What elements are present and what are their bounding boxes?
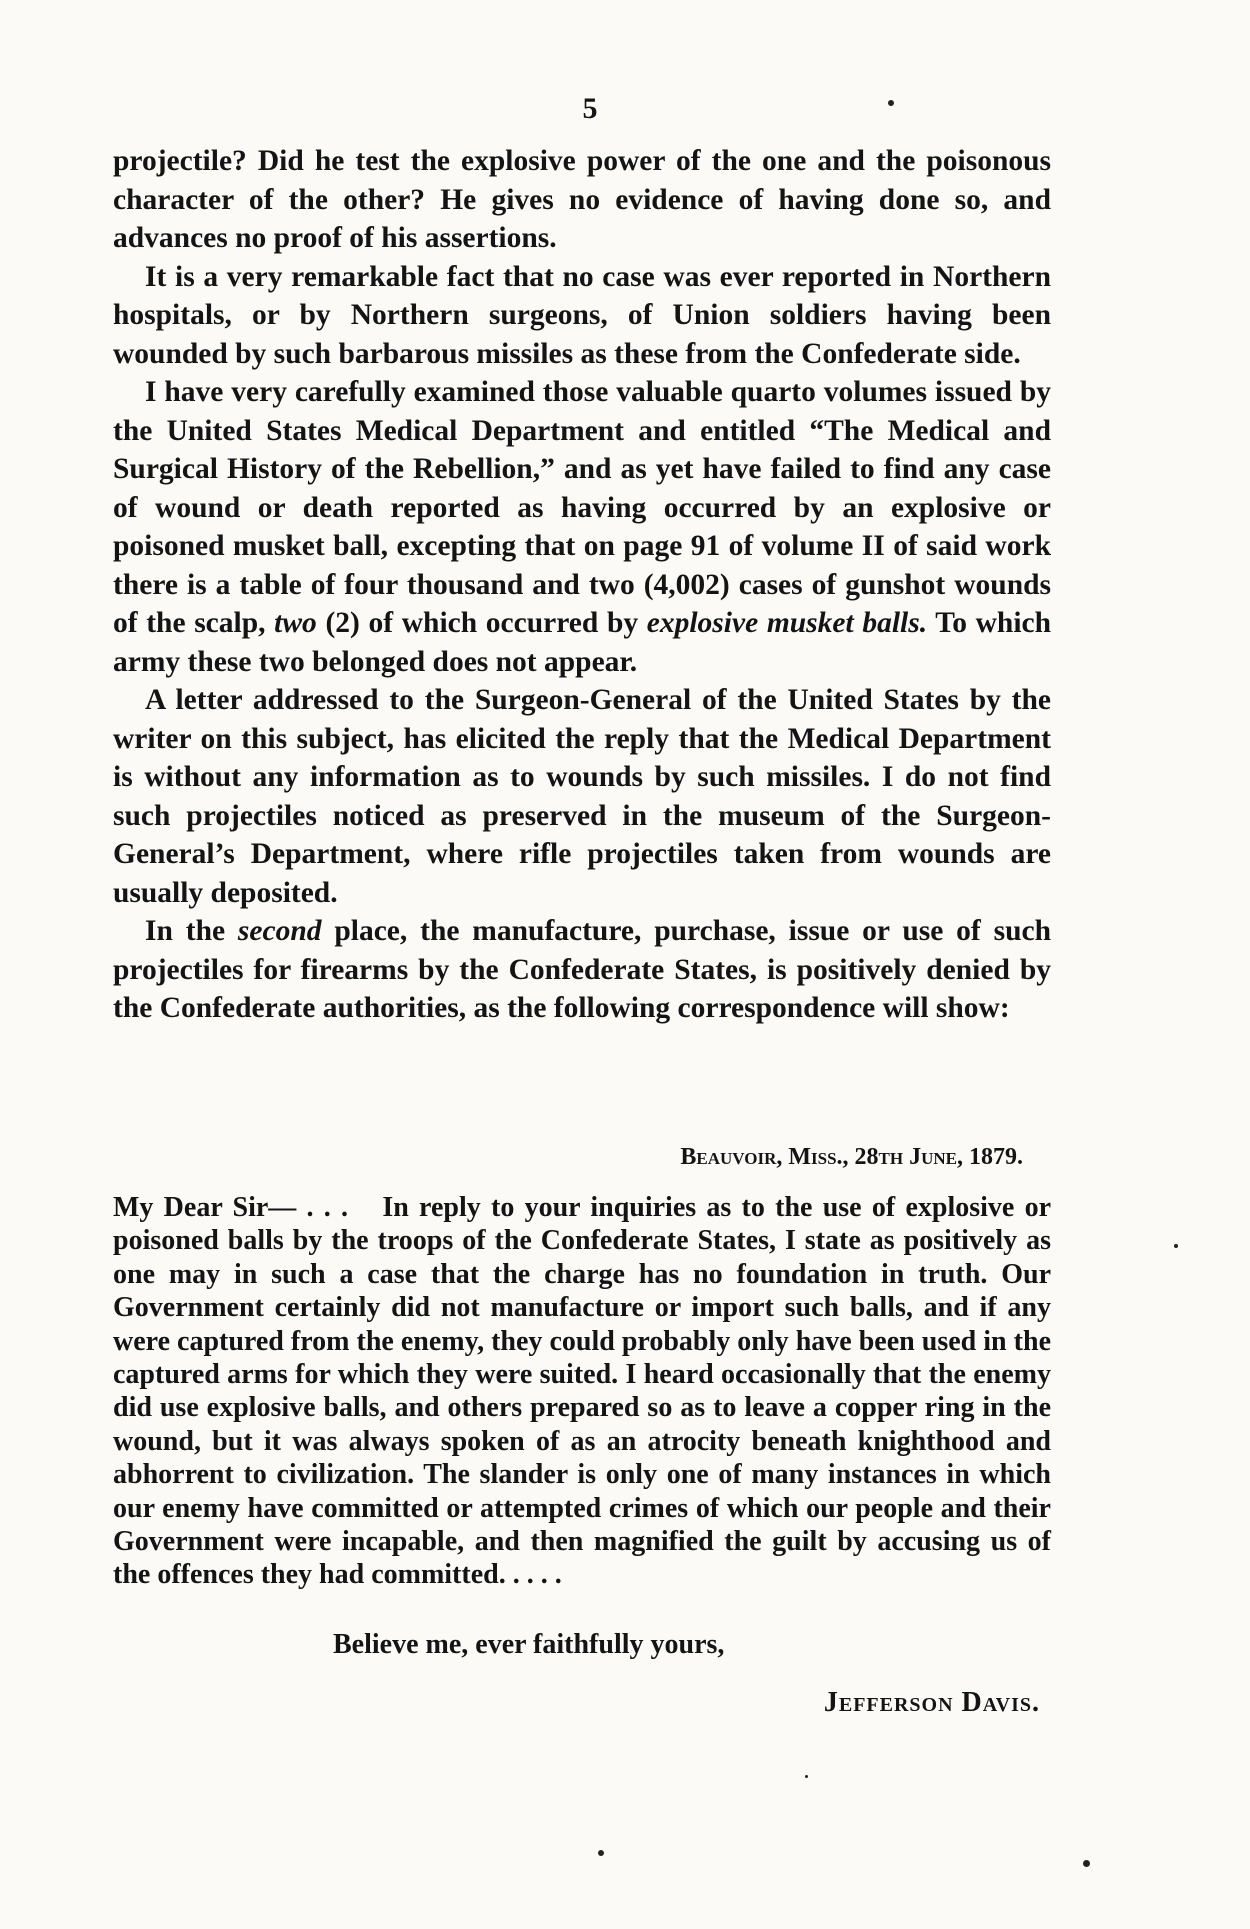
scan-speck	[888, 100, 894, 106]
letter-signature: Jefferson Davis.	[823, 1687, 1040, 1718]
paragraph-4: A letter addressed to the Surgeon-General of the United States by the writer on this subject, has elicited the reply that the Medical Department is without any information as to wounds by such missiles. I do not find such projectiles noticed as preserved in the museum of the Surgeon-General’s Department, where rifle projectiles taken from wounds are usually deposited.	[113, 684, 1051, 909]
scan-speck	[598, 1850, 604, 1856]
paragraph-1: projectile? Did he test the explosive power of the one and the poisonous character of the other? He gives no evidence of having done so, and advances no proof of his assertions.	[113, 145, 1051, 254]
paragraph-5-part-1: In the	[145, 915, 238, 947]
letter-closing: Believe me, ever faithfully yours,	[333, 1629, 725, 1660]
paragraph-5-italic-1: second	[237, 915, 322, 947]
letter-salutation: My Dear Sir— . . .	[113, 1192, 349, 1223]
paragraph-5	[113, 912, 1051, 1028]
scan-speck	[1083, 1860, 1090, 1867]
paragraph-3-part-1: I have very carefully examined those valuable quarto volumes issued by the United States Medical Department and entitled “The Medical and Surgical History of the Rebellion,” and as yet have failed to find any case of wound or death reported as having occurred by an explosive or poisoned musket ball, excepting that on page 91 of volume II of said work there is a table of four thousand and two (4,002) cases of gunshot wounds of the scalp,	[113, 376, 1051, 639]
paragraph-3-part-2: (2) of which occurred by	[316, 607, 647, 639]
paragraph-3-italic-1: two	[274, 607, 317, 639]
body-text	[113, 142, 1051, 1028]
letter-paragraph	[113, 1191, 1051, 1592]
paragraph-5-part-2: place, the manufacture, purchase, issue or use of such projectiles for firearms by the Confederate States, is positively denied by the Confederate authorities, as the following correspondence will show:	[113, 915, 1051, 1024]
paragraph-3	[113, 373, 1051, 681]
paragraph-3-part-3: To which army these two belonged does not appear.	[113, 607, 1052, 678]
letter-dateline: Beauvoir, Miss., 28th June, 1879.	[680, 1144, 1023, 1170]
page-number: 5	[582, 92, 598, 125]
paragraph-2: It is a very remarkable fact that no case was ever reported in Northern hospitals, or by Northern surgeons, of Union soldiers having been wounded by such barbarous missiles as these from the Confederate side.	[113, 260, 1051, 370]
letter-text: In reply to your inquiries as to the use of explosive or poisoned balls by the troops of the Confederate States, I state as positively as one may in such a case that the charge has no foundation in truth. Our Government certainly did not manufacture or import such balls, and if any were captured from the enemy, they could probably only have been used in the captured arms for which they were suited. I heard occasionally that the enemy did use explosive balls, and others prepared so as to leave a copper ring in the wound, but it was always spoken of as an atrocity beneath knighthood and abhorrent to civilization. The slander is only one of many instances in which our enemy have committed or attempted crimes of which our people and their Government were incapable, and then magnified the guilt by accusing us of the offences they had committed. . . . .	[113, 1192, 1052, 1591]
scan-speck	[805, 1775, 808, 1778]
scan-speck	[1174, 1244, 1178, 1248]
letter-body	[113, 1191, 1051, 1592]
paragraph-3-italic-2: explosive musket balls.	[646, 607, 928, 639]
